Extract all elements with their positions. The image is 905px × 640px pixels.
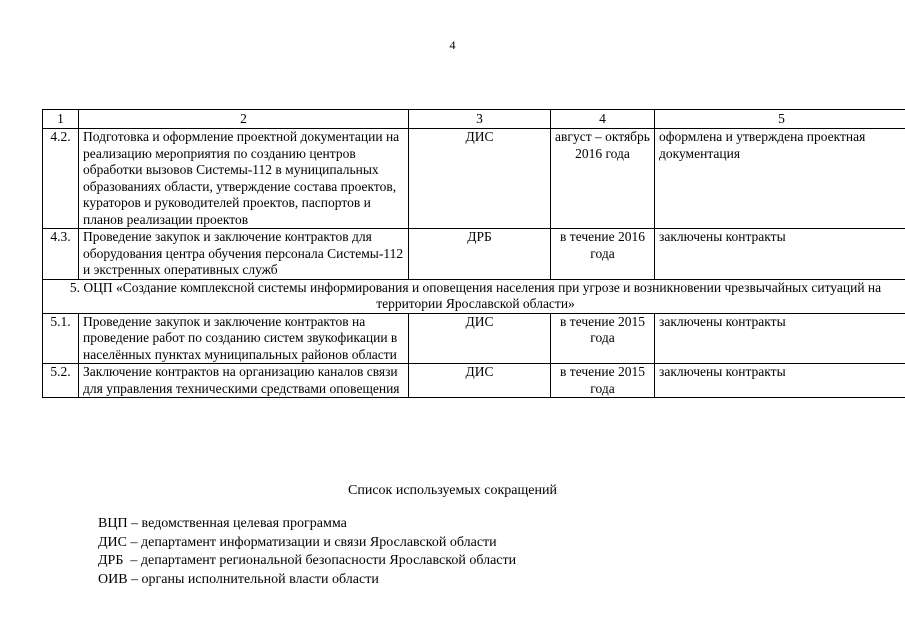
row-number: 4.2. [43, 129, 79, 229]
page-number: 4 [449, 38, 456, 52]
row-result: заключены контракты [655, 229, 905, 280]
row-executor: ДИС [409, 313, 551, 364]
table-row [43, 364, 905, 398]
row-term: в течение 2016 года [551, 229, 655, 280]
row-executor: ДРБ [409, 229, 551, 280]
table-row [43, 313, 905, 364]
row-term: в течение 2015 года [551, 313, 655, 364]
header-cell: 3 [409, 110, 551, 129]
row-description: Проведение закупок и заключение контрактов для оборудования центра обучения персонала Системы-112 и экстренных оперативных служб [79, 229, 409, 280]
abbreviation-item: ВЦП – ведомственная целевая программа [98, 516, 347, 531]
table-row [43, 129, 905, 229]
section-title: 5. ОЦП «Создание комплексной системы информирования и оповещения населения при угрозе и возникновении чрезвычайных ситуаций на территории Ярославской области» [43, 279, 905, 313]
header-cell: 5 [655, 110, 905, 129]
row-executor: ДИС [409, 364, 551, 398]
row-description: Подготовка и оформление проектной документации на реализацию мероприятия по созданию центров обработки вызовов Системы-112 в муниципальных образованиях области, утверждение состава проектов, кураторов и руководителей проектов, паспортов и планов реализации проектов [79, 129, 409, 229]
row-number: 4.3. [43, 229, 79, 280]
abbreviations-title: Список используемых сокращений [348, 483, 557, 498]
row-description: Проведение закупок и заключение контрактов на проведение работ по созданию систем звукофикации в населённых пунктах муниципальных районов области [79, 313, 409, 364]
row-number: 5.1. [43, 313, 79, 364]
row-term: август – октябрь 2016 года [551, 129, 655, 229]
row-result: заключены контракты [655, 364, 905, 398]
table-row [43, 229, 905, 280]
row-number: 5.2. [43, 364, 79, 398]
row-result: заключены контракты [655, 313, 905, 364]
activities-table [42, 109, 905, 398]
header-cell: 4 [551, 110, 655, 129]
abbreviation-item: ДРБ – департамент региональной безопасности Ярославской области [98, 553, 517, 568]
abbreviation-item: ОИВ – органы исполнительной власти области [98, 571, 379, 587]
header-cell: 1 [43, 110, 79, 129]
header-cell: 2 [79, 110, 409, 129]
row-result: оформлена и утверждена проектная документация [655, 129, 905, 229]
abbreviations-list [98, 515, 516, 589]
section-row [43, 279, 905, 313]
row-term: в течение 2015 года [551, 364, 655, 398]
abbreviation-item: ДИС – департамент информатизации и связи Ярославской области [98, 534, 497, 550]
table-header-row [43, 110, 905, 129]
row-executor: ДИС [409, 129, 551, 229]
row-description: Заключение контрактов на организацию каналов связи для управления техническими средствами оповещения [79, 364, 409, 398]
